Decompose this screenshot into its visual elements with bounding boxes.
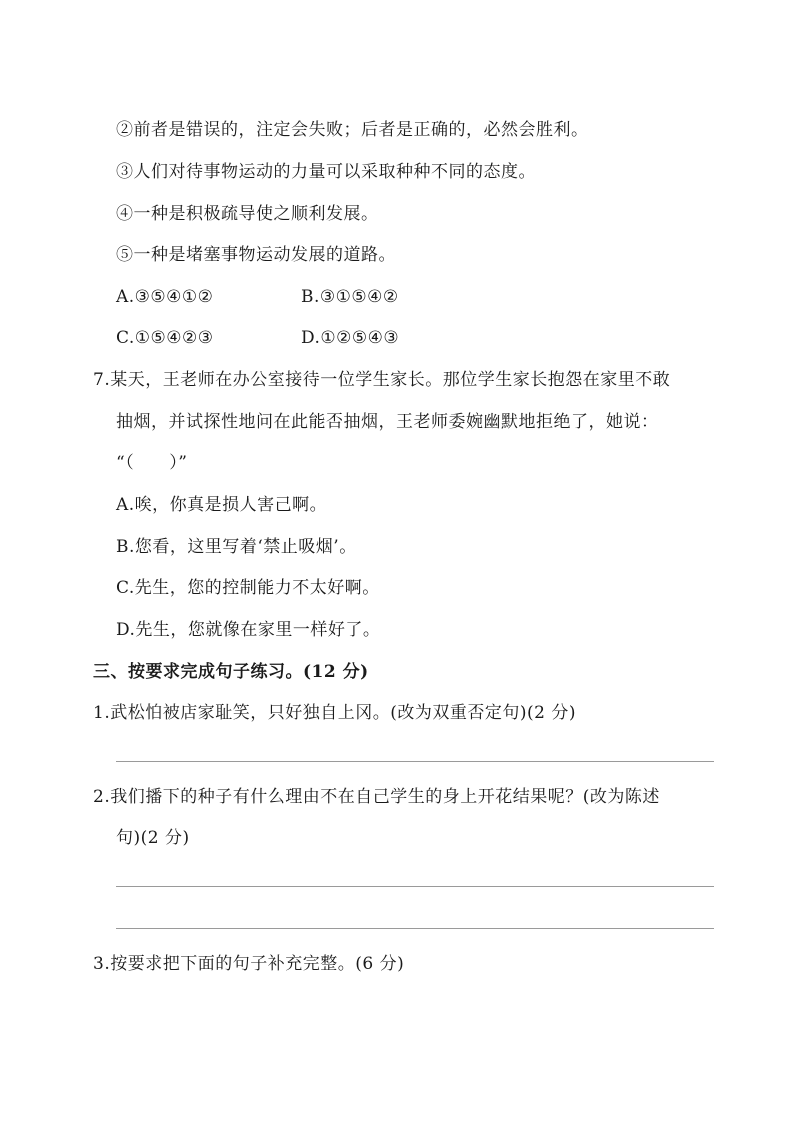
q2-answer-line-1[interactable] bbox=[116, 886, 714, 887]
section-3-title: 三、按要求完成句子练习。(12 分) bbox=[93, 662, 369, 682]
section-3-q3: 3.按要求把下面的句子补充完整。(6 分) bbox=[93, 954, 405, 974]
q7-answer-blank: “（ ）” bbox=[116, 453, 188, 473]
q7-option-c[interactable]: C.先生，您的控制能力不太好啊。 bbox=[116, 578, 380, 598]
q1-answer-line[interactable] bbox=[116, 761, 714, 762]
q7-option-a[interactable]: A.唉，你真是损人害己啊。 bbox=[116, 495, 328, 515]
section-3-q2-line-2: 句)(2 分) bbox=[116, 828, 190, 848]
q2-answer-line-2[interactable] bbox=[116, 928, 714, 929]
q6-option-d[interactable]: D.①②⑤④③ bbox=[301, 328, 400, 348]
q6-option-b[interactable]: B.③①⑤④② bbox=[301, 287, 399, 307]
section-3-q1: 1.武松怕被店家耻笑，只好独自上冈。(改为双重否定句)(2 分) bbox=[93, 703, 576, 723]
q6-item-2: ②前者是错误的，注定会失败；后者是正确的，必然会胜利。 bbox=[116, 120, 589, 140]
q6-item-4: ④一种是积极疏导使之顺利发展。 bbox=[116, 204, 379, 224]
section-3-q2-line-1: 2.我们播下的种子有什么理由不在自己学生的身上开花结果呢？(改为陈述 bbox=[93, 787, 660, 807]
q7-stem-line-2: 抽烟，并试探性地问在此能否抽烟，王老师委婉幽默地拒绝了，她说： bbox=[116, 412, 659, 432]
q6-option-c[interactable]: C.①⑤④②③ bbox=[116, 328, 214, 348]
q6-item-3: ③人们对待事物运动的力量可以采取种种不同的态度。 bbox=[116, 162, 536, 182]
q7-option-b[interactable]: B.您看，这里写着‘禁止吸烟’。 bbox=[116, 537, 357, 557]
q7-stem-line-1: 7.某天，王老师在办公室接待一位学生家长。那位学生家长抱怨在家里不敢 bbox=[93, 370, 671, 390]
q6-option-a[interactable]: A.③⑤④①② bbox=[116, 287, 214, 307]
q6-item-5: ⑤一种是堵塞事物运动发展的道路。 bbox=[116, 245, 396, 265]
q7-option-d[interactable]: D.先生，您就像在家里一样好了。 bbox=[116, 620, 381, 640]
